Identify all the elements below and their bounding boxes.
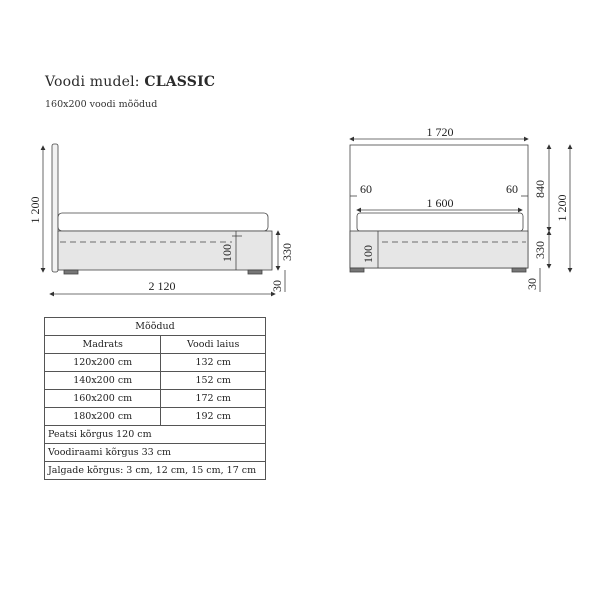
column-header-width: Voodi laius — [161, 336, 266, 354]
table-row — [45, 408, 266, 426]
label-front-leg: 30 — [525, 278, 539, 290]
label-side-total-length: 2 120 — [148, 279, 176, 293]
cell-mattress: 140x200 cm — [45, 372, 161, 390]
side-mattress — [58, 213, 268, 231]
label-side-frame-height: 330 — [280, 243, 294, 261]
page-subtitle: 160x200 voodi mõõdud — [45, 99, 158, 110]
table-column-headers — [45, 336, 266, 354]
note-leg-heights: Jalgade kõrgus: 3 cm, 12 cm, 15 cm, 17 cm — [45, 462, 266, 480]
cell-mattress: 120x200 cm — [45, 354, 161, 372]
label-front-inset: 100 — [361, 245, 375, 263]
cell-mattress: 160x200 cm — [45, 390, 161, 408]
front-view — [350, 139, 570, 292]
title-prefix: Voodi mudel: — [45, 74, 145, 90]
side-frame — [58, 231, 272, 270]
dimensions-table — [44, 317, 266, 480]
cell-mattress: 180x200 cm — [45, 408, 161, 426]
side-leg-right — [248, 270, 262, 274]
label-front-total-height: 1 200 — [555, 194, 569, 222]
table-row — [45, 354, 266, 372]
cell-width: 152 cm — [161, 372, 266, 390]
table-header-row — [45, 318, 266, 336]
note-row — [45, 444, 266, 462]
label-side-leg: 30 — [270, 280, 284, 292]
side-view — [43, 144, 285, 294]
table-row — [45, 372, 266, 390]
side-leg-left — [64, 270, 78, 274]
label-side-inset: 100 — [220, 244, 234, 262]
front-leg-left — [350, 268, 364, 272]
column-header-mattress: Madrats — [45, 336, 161, 354]
label-front-frame-height: 330 — [533, 241, 547, 259]
note-row — [45, 426, 266, 444]
label-front-total-width: 1 720 — [426, 125, 454, 139]
side-headboard — [52, 144, 58, 272]
table-row — [45, 390, 266, 408]
label-front-inner-width: 1 600 — [426, 196, 454, 210]
front-mattress — [357, 213, 523, 231]
table-title: Mõõdud — [45, 318, 266, 336]
cell-width: 192 cm — [161, 408, 266, 426]
front-leg-right — [512, 268, 526, 272]
label-side-headboard-height: 1 200 — [28, 196, 42, 224]
note-frame-height: Voodiraami kõrgus 33 cm — [45, 444, 266, 462]
title-model: CLASSIC — [144, 74, 216, 90]
label-front-side-right: 60 — [506, 182, 518, 196]
cell-width: 132 cm — [161, 354, 266, 372]
note-headboard-height: Peatsi kõrgus 120 cm — [45, 426, 266, 444]
front-frame — [350, 231, 528, 268]
label-front-headboard-upper: 840 — [533, 180, 547, 198]
note-row — [45, 462, 266, 480]
label-front-side-left: 60 — [360, 182, 372, 196]
cell-width: 172 cm — [161, 390, 266, 408]
